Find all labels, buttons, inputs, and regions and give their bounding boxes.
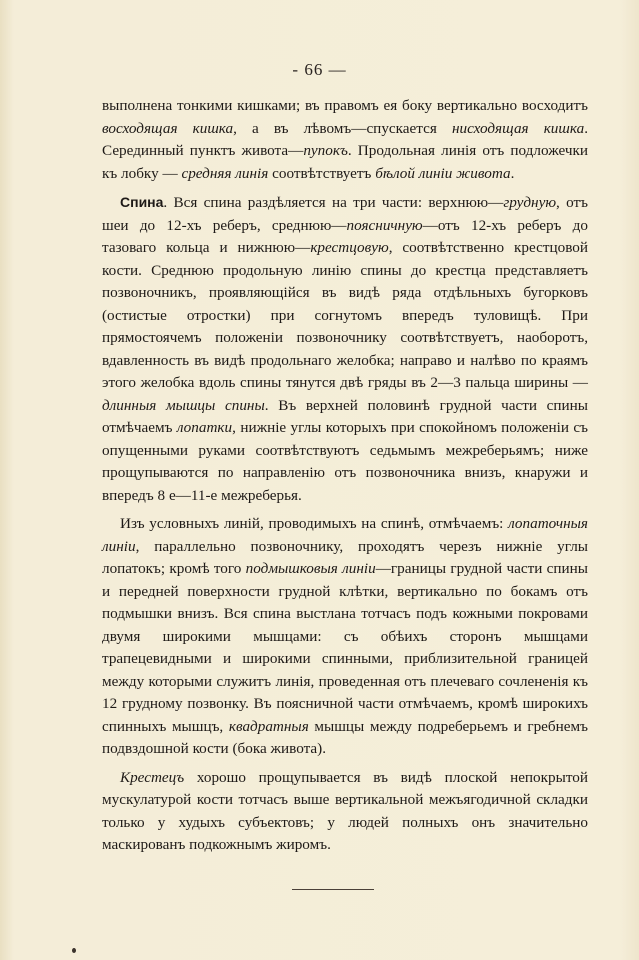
term-italic: грудную — [503, 194, 557, 211]
term-italic: лопаточныя линіи — [102, 515, 588, 555]
term-italic: нисходящая кишка — [451, 119, 585, 137]
paragraph-back-lines — [102, 513, 588, 761]
text-run: , отъ шеи до 12-хъ реберъ, среднюю— — [102, 194, 588, 234]
term-italic: бѣлой линіи живота — [375, 164, 511, 182]
ink-speck — [72, 948, 76, 953]
term-italic: Крестецъ — [120, 768, 185, 786]
term-italic: длинныя мышцы спины — [102, 396, 265, 414]
page-body — [102, 95, 588, 863]
term-italic: квадратныя — [228, 717, 309, 735]
text-run: соотвѣтствуетъ — [268, 164, 376, 182]
text-run: . — [510, 164, 515, 182]
page-number: - 66 — — [292, 60, 347, 79]
term-italic: пупокъ — [303, 142, 348, 159]
text-run: . Серединный пунктъ живота— — [102, 119, 588, 159]
section-lead-word: Спина — [120, 194, 164, 210]
term-italic: лопатки — [176, 419, 233, 436]
text-run: . Продольная линія отъ подложечки къ лобку — — [102, 142, 588, 182]
paragraph-abdomen-end — [102, 95, 588, 185]
text-run: мышцы между подреберьемъ и гребнемъ подвздошной кости (бока живота). — [102, 717, 588, 757]
paragraph-back — [102, 191, 588, 507]
term-italic: средняя линія — [181, 164, 269, 182]
text-run: выполнена тонкими кишками; въ правомъ ея боку вертикально восходитъ — [102, 97, 588, 114]
term-italic: подмышковыя линіи — [245, 560, 376, 577]
text-run: Изъ условныхъ линій, проводимыхъ на спинѣ, отмѣчаемъ: — [120, 515, 509, 532]
text-run: —отъ 12-хъ реберъ до тазоваго кольца и нижнюю— — [102, 216, 588, 256]
section-divider — [292, 889, 374, 890]
text-run: , соотвѣтственно крестцовой кости. Среднюю продольную линію спины до крестца представляетъ позвоночникъ, проявляющійся въ видѣ ряда отдѣльныхъ бугорковъ (остистые отростки) при согнутомъ впередъ туловищѣ. При прямостоячемъ положеніи позвоночнику соотвѣтствуетъ, наоборотъ, вдавленность въ видѣ продольнаго желобка; направо и налѣво по краямъ этого желобка вдоль спины тянутся двѣ гряды въ 2—3 пальца ширины — — [102, 239, 589, 391]
term-italic: восходящая кишка — [102, 119, 234, 137]
text-run: . Вся спина раздѣляется на три части: верхнюю— — [163, 194, 504, 211]
term-italic: крестцовую — [310, 239, 389, 256]
text-run: хорошо прощупывается въ видѣ плоской непокрытой мускулатурой кости тотчасъ выше вертикальной межъягодичной складки только у худыхъ субъектовъ; у людей полныхъ онъ значительно маскированъ подкожнымъ жиромъ. — [102, 768, 588, 853]
text-run: . Въ верхней половинѣ грудной части спины отмѣчаемъ — [102, 396, 589, 436]
paragraph-sacrum — [102, 767, 588, 857]
text-run: , нижніе углы которыхъ при спокойномъ положеніи съ опущенными руками соотвѣтствуютъ седьмымъ межреберьямъ; ниже прощупываются по направленію отъ позвоночника внизъ, кнаружи и впередъ 8 е—11-е межреберья. — [102, 419, 588, 504]
text-run: —границы грудной части спины и передней поверхности грудной клѣтки, вертикально по бокамъ отъ подмышки внизъ. Вся спина выстлана тотчасъ подъ кожными покровами двумя широкими мышцами: съ обѣихъ сторонъ мышцами трапецевидными и широкими спинными, приблизительной границей между которыми служитъ линія, проведенная отъ плечеваго сочлененія къ 12 грудному позвонку. Въ поясничной части отмѣчаемъ, кромѣ широкихъ спинныхъ мышцъ, — [102, 560, 589, 735]
text-run: , а въ лѣвомъ—спускается — [233, 119, 452, 137]
text-run: , параллельно позвоночнику, проходятъ черезъ нижніе углы лопатокъ; кромѣ того — [102, 537, 588, 577]
term-italic: поясничную — [346, 216, 423, 234]
